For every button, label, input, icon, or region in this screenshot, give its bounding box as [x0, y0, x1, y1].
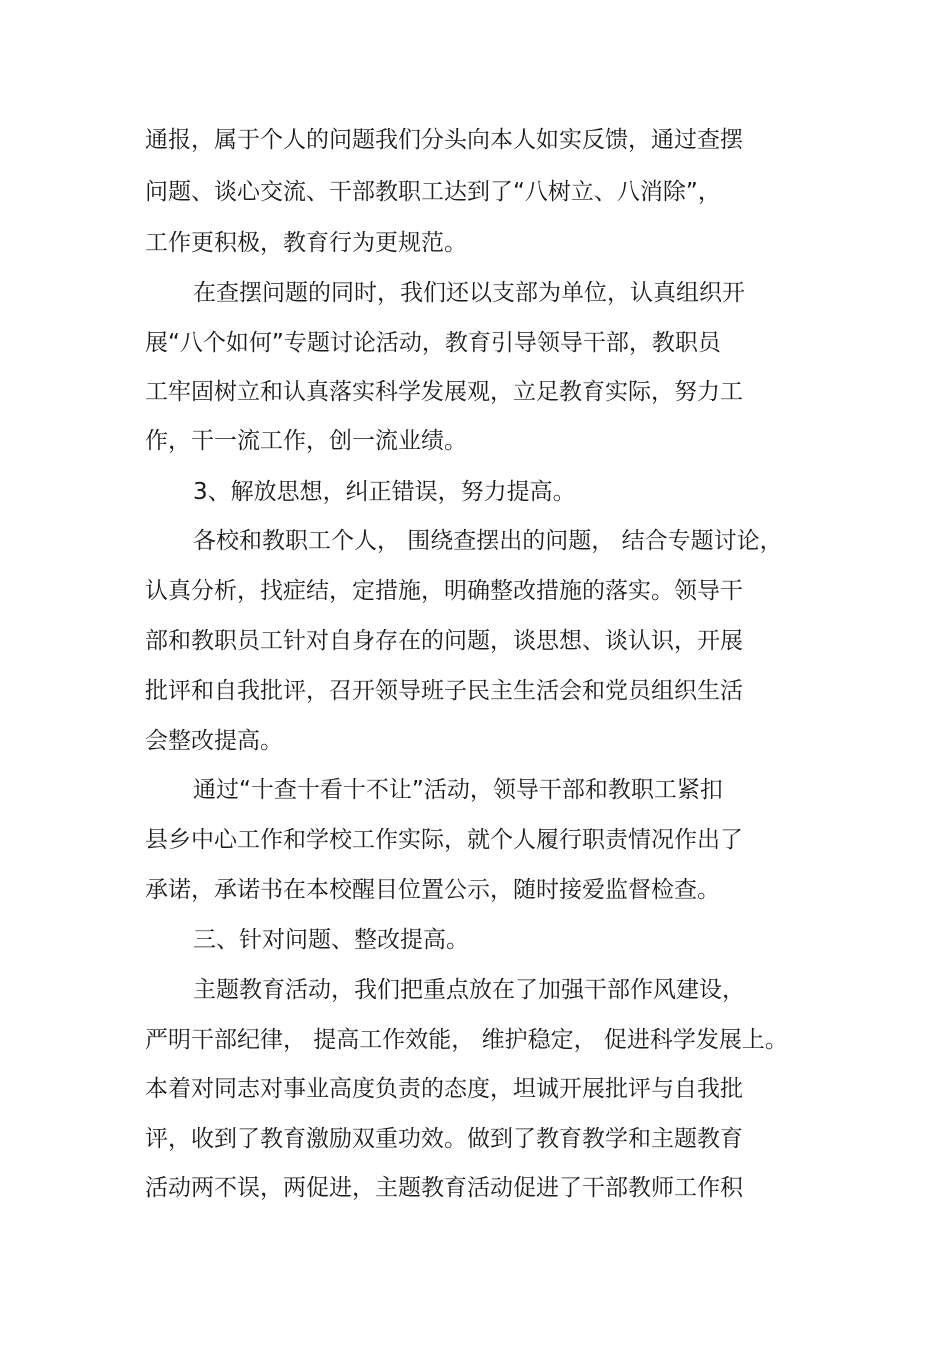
- text-line: 认真分析，找症结，定措施，明确整改措施的落实。领导干: [145, 578, 743, 604]
- paragraph-start-line: 通过“十查十看十不让”活动，领导干部和教职工紧扣: [193, 777, 723, 803]
- text-line: 工作更积极，教育行为更规范。: [145, 230, 467, 256]
- text-line: 评，收到了教育激励双重功效。做到了教育教学和主题教育: [145, 1126, 743, 1152]
- text-line: 严明干部纪律， 提高工作效能， 维护稳定， 促进科学发展上。: [145, 1027, 788, 1053]
- text-line: 活动两不误，两促进，主题教育活动促进了干部教师工作积: [145, 1175, 743, 1201]
- text-line: 通报，属于个人的问题我们分头向本人如实反馈，通过查摆: [145, 127, 743, 153]
- paragraph-start-line: 各校和教职工个人， 围绕查摆出的问题， 结合专题讨论，: [193, 528, 783, 554]
- section-heading: 3、解放思想，纠正错误，努力提高。: [193, 479, 576, 505]
- text-line: 本着对同志对事业高度负责的态度，坦诚开展批评与自我批: [145, 1076, 743, 1102]
- paragraph-start-line: 在查摆问题的同时，我们还以支部为单位，认真组织开: [193, 280, 745, 306]
- text-line: 部和教职员工针对自身存在的问题，谈思想、谈认识，开展: [145, 628, 743, 654]
- text-line: 县乡中心工作和学校工作实际，就个人履行职责情况作出了: [145, 827, 743, 853]
- text-line: 问题、谈心交流、干部教职工达到了“八树立、八消除”，: [145, 179, 721, 205]
- text-line: 作，干一流工作，创一流业绩。: [145, 428, 467, 454]
- text-line: 批评和自我批评，召开领导班子民主生活会和党员组织生活: [145, 678, 743, 704]
- paragraph-start-line: 主题教育活动，我们把重点放在了加强干部作风建设，: [193, 977, 745, 1003]
- text-line: 展“八个如何”专题讨论活动，教育引导领导干部，教职员: [145, 330, 721, 356]
- text-line: 工牢固树立和认真落实科学发展观，立足教育实际，努力工: [145, 379, 743, 405]
- text-line: 会整改提高。: [145, 728, 283, 754]
- section-heading: 三、针对问题、整改提高。: [193, 927, 469, 953]
- text-line: 承诺，承诺书在本校醒目位置公示，随时接爱监督检查。: [145, 877, 720, 903]
